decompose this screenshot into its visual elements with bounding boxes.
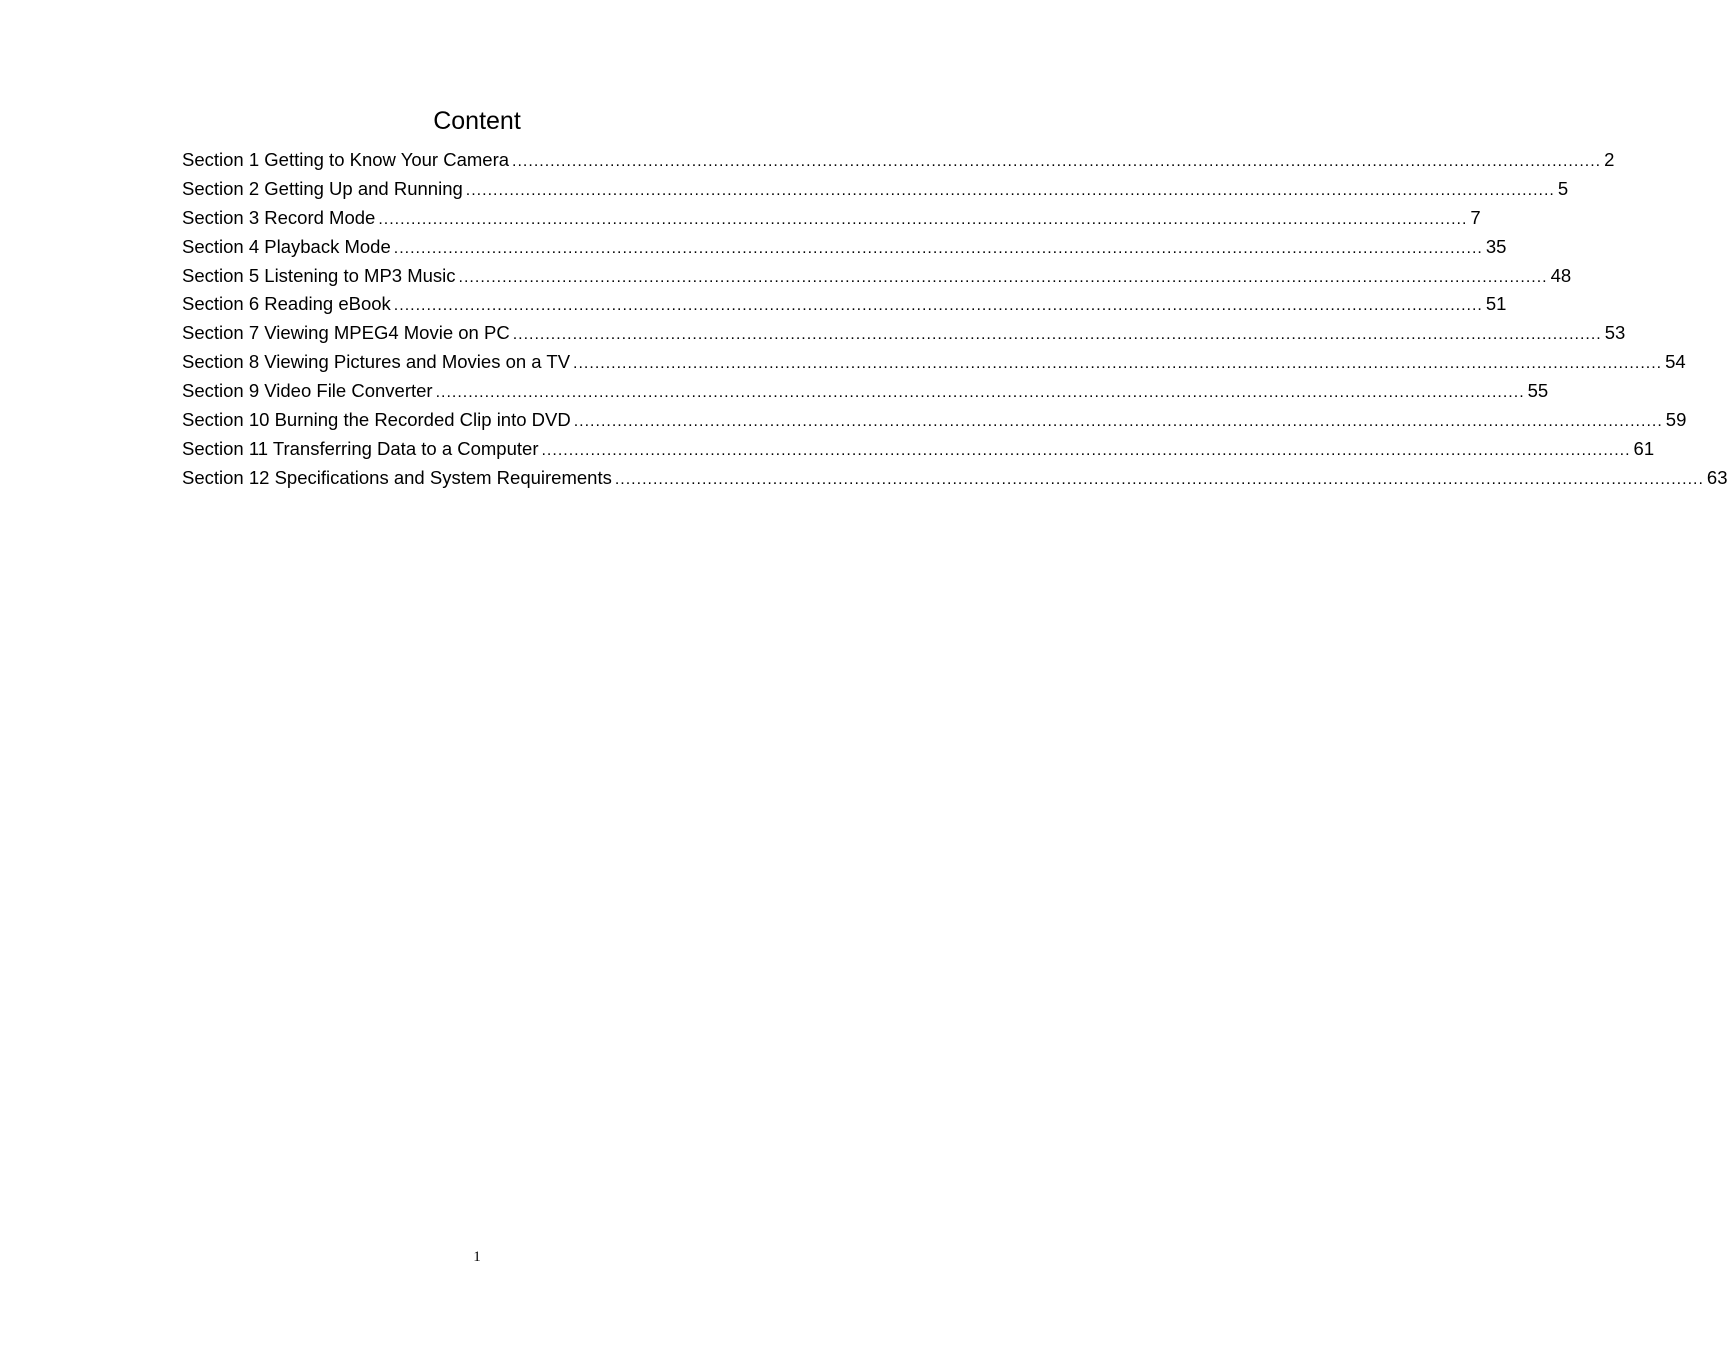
- toc-entry-label: Section 10 Burning the Recorded Clip into DVD: [182, 409, 571, 431]
- toc-entry-label: Section 7 Viewing MPEG4 Movie on PC: [182, 322, 510, 344]
- toc-entry-label: Section 6 Reading eBook: [182, 293, 391, 315]
- toc-entry-page: 2: [1604, 149, 1615, 170]
- toc-leader-dots: ........................................................................................................................................................................................................: [573, 413, 1663, 431]
- toc-entry-9[interactable]: [182, 380, 1549, 409]
- toc-entry-label: Section 8 Viewing Pictures and Movies on a TV: [182, 351, 571, 373]
- table-of-contents: [182, 149, 1727, 496]
- toc-entry-label: Section 3 Record Mode: [182, 206, 376, 228]
- toc-entry-label: Section 11 Transferring Data to a Computer: [182, 437, 539, 459]
- toc-entry-page: 55: [1527, 380, 1549, 402]
- toc-entry-page: 53: [1604, 322, 1626, 344]
- toc-leader-dots: ........................................................................................................................................................................................................: [541, 441, 1631, 459]
- toc-leader-dots: ........................................................................................................................................................................................................: [573, 355, 1663, 373]
- toc-entry-page: 7: [1470, 206, 1481, 228]
- toc-entry-label: Section 12 Specifications and System Requirements: [182, 466, 612, 488]
- toc-leader-dots: ........................................................................................................................................................................................................: [393, 297, 1483, 315]
- toc-entry-page: 48: [1550, 264, 1572, 286]
- toc-leader-dots: ........................................................................................................................................................................................................: [465, 181, 1555, 199]
- page-number: 1: [473, 1249, 481, 1265]
- toc-entry-5[interactable]: [182, 264, 1572, 294]
- toc-entry-1[interactable]: [182, 149, 1615, 178]
- toc-entry-page: 63: [1706, 466, 1727, 488]
- toc-entry-page: 54: [1665, 351, 1686, 373]
- toc-entry-11[interactable]: [182, 437, 1655, 467]
- toc-entry-page: 59: [1665, 409, 1687, 431]
- toc-entry-3[interactable]: [182, 206, 1481, 236]
- toc-entry-6[interactable]: [182, 293, 1507, 322]
- toc-entry-label: Section 4 Playback Mode: [182, 235, 391, 257]
- toc-entry-page: 51: [1485, 293, 1507, 315]
- toc-entry-label: Section 5 Listening to MP3 Music: [182, 264, 456, 286]
- toc-entry-label: Section 9 Video File Converter: [182, 380, 433, 402]
- toc-leader-dots: ........................................................................................................................................................................................................: [435, 384, 1525, 402]
- toc-entry-4[interactable]: [182, 235, 1507, 265]
- toc-entry-page: 5: [1557, 177, 1569, 199]
- toc-entry-page: 35: [1485, 235, 1507, 257]
- toc-entry-10[interactable]: [182, 409, 1687, 438]
- toc-leader-dots: ........................................................................................................................................................................................................: [614, 470, 1704, 488]
- toc-leader-dots: ........................................................................................................................................................................................................: [512, 326, 1602, 344]
- toc-entry-7[interactable]: [182, 322, 1626, 351]
- toc-entry-12[interactable]: [182, 466, 1727, 496]
- toc-entry-2[interactable]: [182, 177, 1569, 207]
- toc-entry-label: Section 2 Getting Up and Running: [182, 177, 463, 199]
- toc-leader-dots: ........................................................................................................................................................................................................: [393, 239, 1483, 257]
- toc-leader-dots: ........................................................................................................................................................................................................: [512, 153, 1602, 170]
- toc-leader-dots: ........................................................................................................................................................................................................: [458, 268, 1548, 286]
- toc-leader-dots: ........................................................................................................................................................................................................: [378, 210, 1468, 228]
- toc-entry-8[interactable]: [182, 351, 1686, 380]
- toc-entry-page: 61: [1633, 437, 1655, 459]
- page-title: Content: [433, 107, 521, 135]
- toc-entry-label: Section 1 Getting to Know Your Camera: [182, 149, 510, 170]
